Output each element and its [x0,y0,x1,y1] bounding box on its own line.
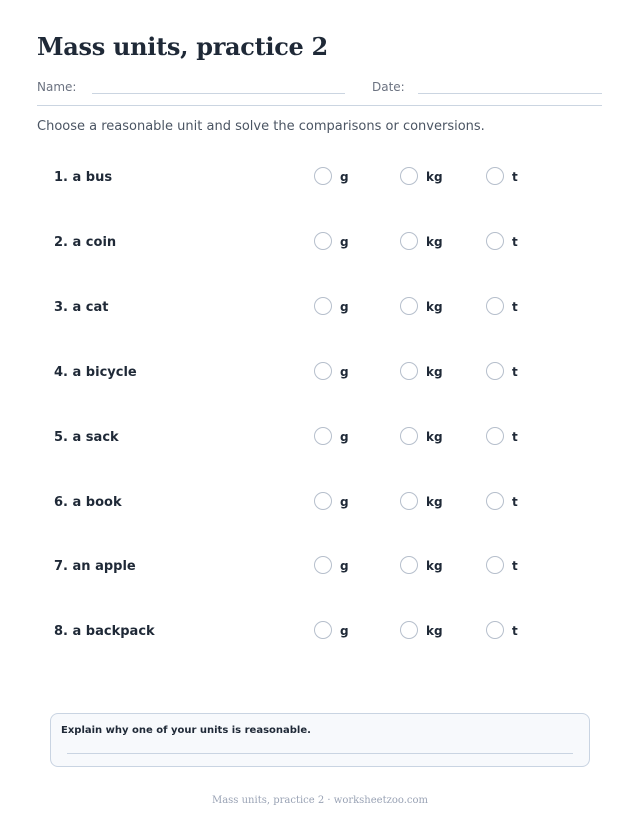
question-text: 4. a bicycle [54,364,137,380]
footer: Mass units, practice 2 · worksheetzoo.com [211,795,429,806]
radio-button[interactable] [400,427,418,445]
unit-label: g [340,234,349,249]
explain-answer-line[interactable] [67,753,573,754]
unit-label: g [340,364,349,379]
radio-button[interactable] [314,232,332,250]
radio-button[interactable] [400,297,418,315]
unit-label: t [512,364,518,379]
name-date-row [37,80,602,98]
unit-label: t [512,624,518,639]
radio-button[interactable] [314,492,332,510]
name-label: Name: [37,80,77,94]
explain-prompt: Explain why one of your units is reasonable. [61,725,311,736]
radio-button[interactable] [400,362,418,380]
question-text: 5. a sack [54,429,119,445]
unit-label: kg [426,299,443,314]
radio-button[interactable] [486,492,504,510]
unit-label: kg [426,170,443,184]
radio-button[interactable] [314,427,332,445]
radio-button[interactable] [314,297,332,315]
question-row [54,492,554,516]
radio-button[interactable] [486,297,504,315]
unit-label: g [340,299,349,314]
unit-label: g [340,559,349,574]
unit-label: g [340,494,349,509]
question-text: 3. a cat [54,299,109,315]
radio-button[interactable] [400,556,418,574]
question-row [54,362,554,386]
radio-button[interactable] [400,621,418,639]
question-row [54,621,554,645]
unit-label: t [512,494,518,509]
unit-label: g [340,170,349,184]
radio-button[interactable] [486,621,504,639]
radio-button[interactable] [486,232,504,250]
radio-button[interactable] [314,167,332,185]
unit-label: kg [426,234,443,249]
unit-label: t [512,299,518,314]
page-title: Mass units, practice 2 [37,32,328,61]
question-row [54,297,554,321]
radio-button[interactable] [486,167,504,185]
radio-button[interactable] [314,621,332,639]
question-row [54,556,554,580]
radio-button[interactable] [486,427,504,445]
radio-button[interactable] [486,362,504,380]
header-divider [37,105,602,106]
date-field[interactable] [418,93,602,94]
unit-label: kg [426,559,443,574]
unit-label: t [512,429,518,444]
radio-button[interactable] [400,167,418,185]
unit-label: kg [426,494,443,509]
question-row [54,232,554,256]
unit-label: t [512,170,518,184]
question-text: 8. a backpack [54,624,155,640]
question-row [54,167,554,191]
question-text: 1. a bus [54,170,113,185]
unit-label: t [512,559,518,574]
name-field[interactable] [92,93,345,94]
radio-button[interactable] [314,556,332,574]
question-row [54,427,554,451]
radio-button[interactable] [400,492,418,510]
unit-label: kg [426,364,443,379]
unit-label: g [340,429,349,444]
question-text: 7. an apple [54,559,136,575]
question-text: 6. a book [54,494,122,510]
radio-button[interactable] [314,362,332,380]
unit-label: g [340,624,349,639]
unit-label: kg [426,429,443,444]
date-label: Date: [372,80,405,94]
explain-box [50,713,590,767]
radio-button[interactable] [400,232,418,250]
unit-label: t [512,234,518,249]
instructions: Choose a reasonable unit and solve the comparisons or conversions. [37,119,485,134]
unit-label: kg [426,624,443,639]
question-text: 2. a coin [54,234,117,250]
radio-button[interactable] [486,556,504,574]
